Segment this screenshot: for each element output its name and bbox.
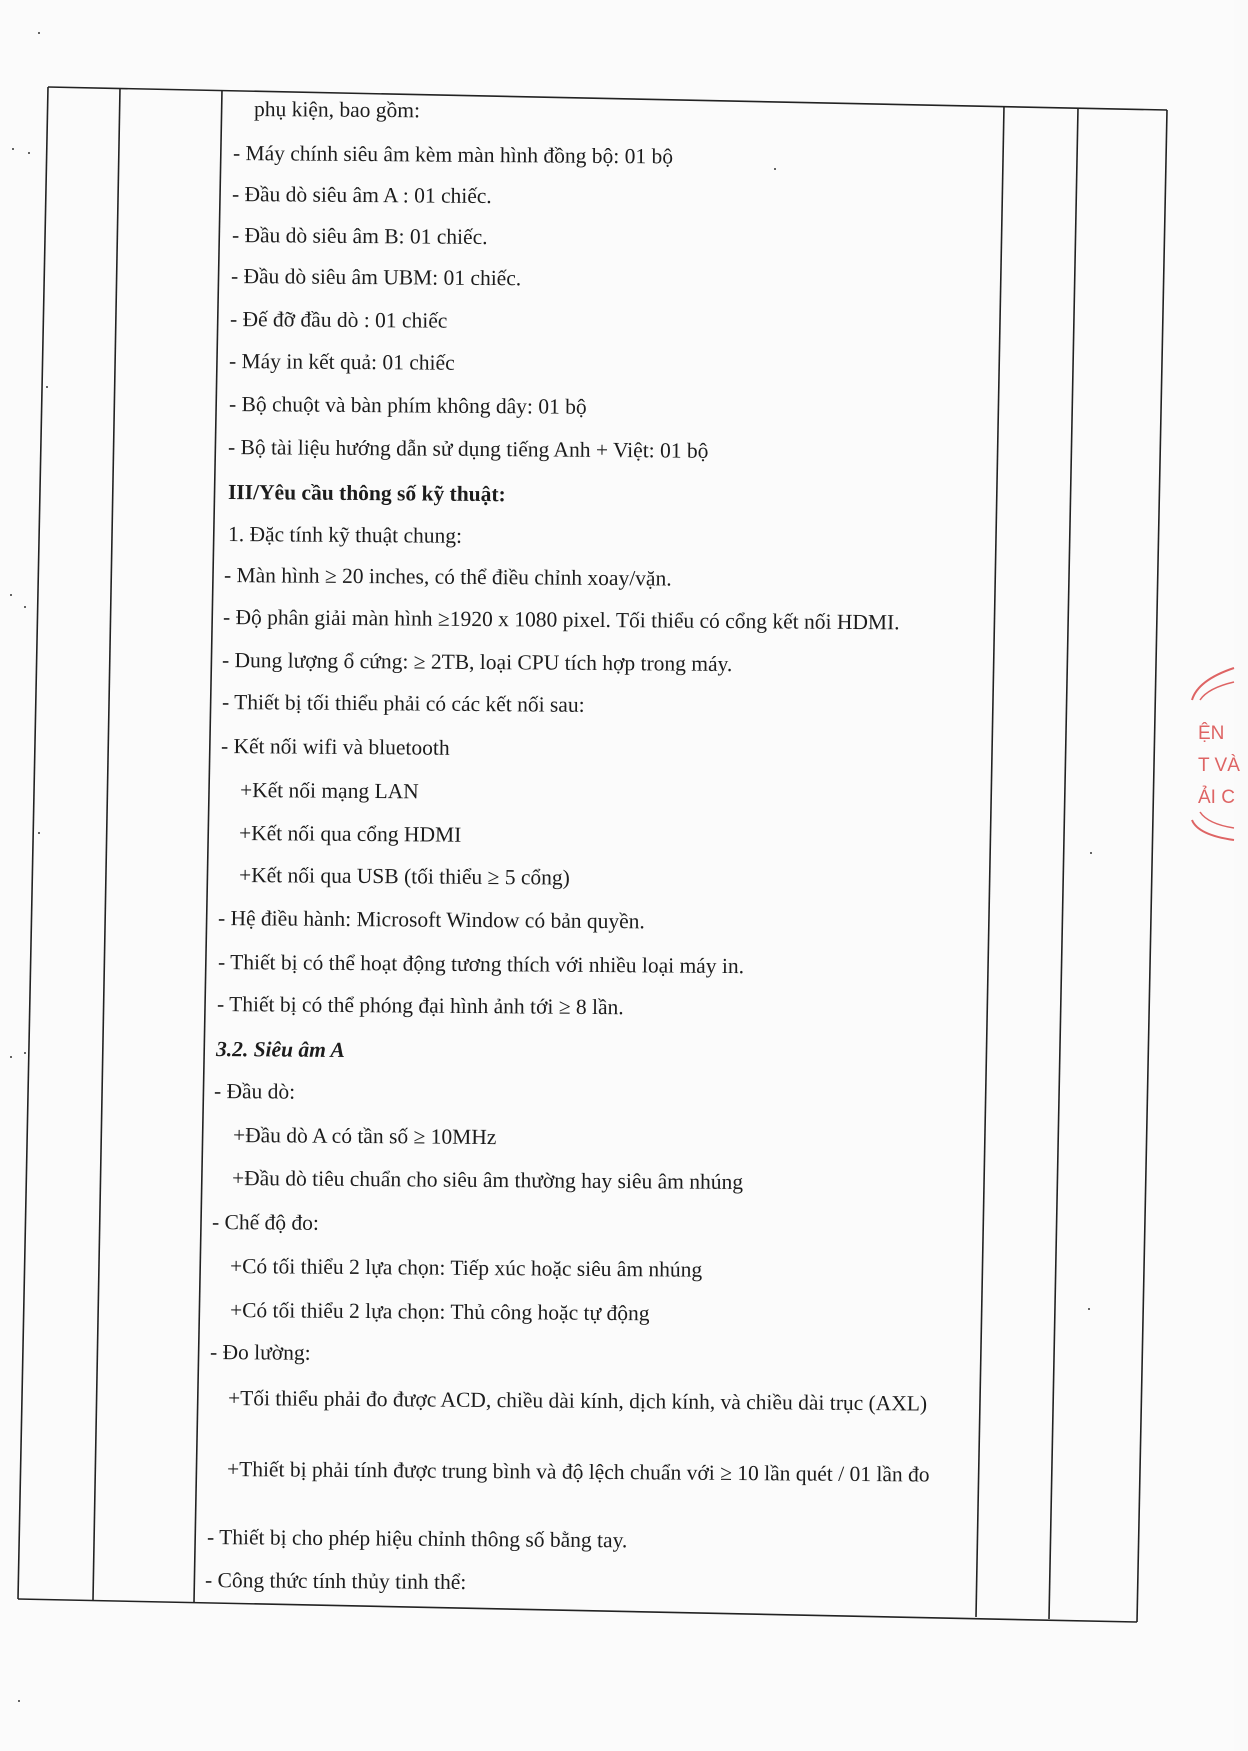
scan-speck <box>1088 1308 1090 1310</box>
text-line: - Đầu dò siêu âm B: 01 chiếc. <box>231 223 488 250</box>
scan-speck <box>12 148 14 150</box>
text-line: - Dung lượng ổ cứng: ≥ 2TB, loại CPU tích hợp trong máy. <box>221 648 733 677</box>
text-line: - Công thức tính thủy tinh thể: <box>204 1568 467 1595</box>
stamp-text-line: ẢI C <box>1198 787 1235 808</box>
text-line: phụ kiện, bao gồm: <box>253 97 421 123</box>
text-line: - Kết nối wifi và bluetooth <box>220 734 450 760</box>
scan-speck <box>18 1700 20 1702</box>
scan-speck <box>46 386 48 388</box>
text-line: - Máy chính siêu âm kèm màn hình đồng bộ: 01 bộ <box>232 141 674 169</box>
scan-speck <box>38 32 40 34</box>
text-line: - Hệ điều hành: Microsoft Window có bản quyền. <box>217 906 645 934</box>
text-line: +Kết nối mạng LAN <box>239 778 419 804</box>
scan-speck <box>1090 852 1092 854</box>
text-line: - Đầu dò: <box>213 1079 296 1104</box>
scan-speck <box>10 594 12 596</box>
text-line: - Thiết bị cho phép hiệu chỉnh thông số bằng tay. <box>206 1525 628 1553</box>
scan-speck <box>24 1052 26 1054</box>
text-line: - Bộ tài liệu hướng dẫn sử dụng tiếng Anh + Việt: 01 bộ <box>227 435 709 463</box>
text-line: +Đầu dò A có tần số ≥ 10MHz <box>232 1123 497 1150</box>
scan-speck <box>10 1056 12 1058</box>
text-line: - Đế đỡ đầu dò : 01 chiếc <box>229 307 448 333</box>
text-line: +Thiết bị phải tính được trung bình và độ lệch chuẩn với ≥ 10 lần quét / 01 lần đo <box>226 1457 930 1487</box>
text-line: - Bộ chuột và bàn phím không dây: 01 bộ <box>228 392 587 419</box>
text-line: +Có tối thiểu 2 lựa chọn: Thủ công hoặc tự động <box>229 1298 650 1326</box>
scan-speck <box>774 168 776 170</box>
subsection-heading: 1. Đặc tính kỹ thuật chung: <box>227 522 463 548</box>
text-line: +Kết nối qua USB (tối thiểu ≥ 5 cổng) <box>238 863 570 890</box>
text-line: - Máy in kết quả: 01 chiếc <box>228 349 455 375</box>
stamp-text-line: ỆN <box>1198 723 1225 744</box>
text-line: - Màn hình ≥ 20 inches, có thể điều chỉnh xoay/vặn. <box>223 563 672 591</box>
text-line: +Đầu dò tiêu chuẩn cho siêu âm thường hay siêu âm nhúng <box>231 1166 744 1195</box>
subsection-heading: 3.2. Siêu âm A <box>215 1037 345 1063</box>
text-line: - Thiết bị có thể hoạt động tương thích với nhiều loại máy in. <box>217 950 745 979</box>
text-line: - Đo lường: <box>209 1340 311 1365</box>
text-line: +Tối thiểu phải đo được ACD, chiều dài kính, dịch kính, và chiều dài trục (AXL) <box>227 1386 928 1416</box>
text-line: - Đầu dò siêu âm UBM: 01 chiếc. <box>230 264 522 291</box>
scan-speck <box>38 832 40 834</box>
text-line: - Đầu dò siêu âm A : 01 chiếc. <box>231 182 492 209</box>
scan-speck <box>24 606 26 608</box>
text-line: - Thiết bị có thể phóng đại hình ảnh tới ≥ 8 lần. <box>216 992 624 1020</box>
text-line: - Độ phân giải màn hình ≥1920 x 1080 pixel. Tối thiểu có cổng kết nối HDMI. <box>222 605 900 635</box>
text-line: +Có tối thiểu 2 lựa chọn: Tiếp xúc hoặc siêu âm nhúng <box>229 1254 703 1282</box>
stamp-seal <box>1188 660 1248 890</box>
text-line: - Chế độ đo: <box>211 1210 319 1235</box>
scan-speck <box>28 152 30 154</box>
text-line: - Thiết bị tối thiểu phải có các kết nối sau: <box>221 690 585 717</box>
text-line: +Kết nối qua cổng HDMI <box>238 821 462 847</box>
section-heading: III/Yêu cầu thông số kỹ thuật: <box>227 480 506 507</box>
stamp-text-line: T VÀ <box>1198 755 1240 776</box>
